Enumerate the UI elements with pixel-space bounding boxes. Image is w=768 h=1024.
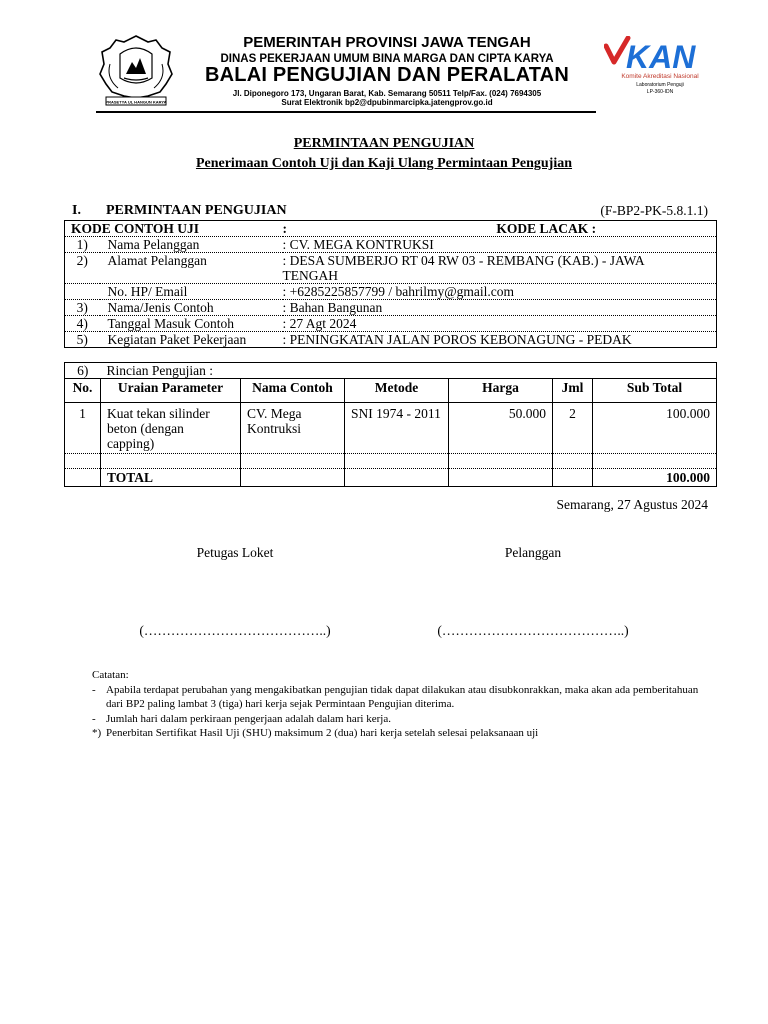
request-details-table — [64, 220, 717, 348]
rincian-number: 6) — [77, 363, 89, 378]
note-item — [92, 726, 702, 741]
total-value: 100.000 — [593, 469, 717, 487]
empty-row — [65, 454, 717, 469]
column-header: No. — [65, 379, 101, 403]
note-item — [92, 712, 702, 727]
emblem-motto: PRASETYA UL HANGUN KARYA — [105, 99, 167, 105]
request-row-number: 2) — [65, 253, 100, 284]
request-row-value: : Bahan Bangunan — [283, 300, 717, 316]
item-sample-name: CV. Mega Kontruksi — [241, 403, 345, 454]
letterhead-department: DINAS PEKERJAAN UMUM BINA MARGA DAN CIPTA KARYA — [220, 53, 554, 65]
provincial-emblem-logo — [96, 34, 176, 110]
request-row-number — [65, 284, 100, 300]
request-row — [65, 332, 717, 348]
total-row — [65, 469, 717, 487]
section-title: PERMINTAAN PENGUJIAN — [106, 203, 287, 218]
request-row-number: 4) — [65, 316, 100, 332]
note-bullet: - — [92, 683, 96, 696]
request-row-label: Tanggal Masuk Contoh — [100, 316, 283, 332]
kan-lab-number: LP-360-IDN — [646, 89, 674, 95]
kan-committee-name: Komite Akreditasi Nasional — [621, 73, 699, 80]
item-quantity: 2 — [553, 403, 593, 454]
request-row-number: 5) — [65, 332, 100, 348]
request-row — [65, 237, 717, 253]
kode-lacak-label: KODE LACAK : — [496, 221, 597, 236]
note-bullet: *) — [92, 727, 102, 739]
request-row — [65, 316, 717, 332]
column-header: Nama Contoh — [241, 379, 345, 403]
letterhead-divider — [96, 111, 596, 113]
item-price: 50.000 — [449, 403, 553, 454]
form-code: (F-BP2-PK-5.8.1.1) — [600, 203, 708, 218]
total-label: TOTAL — [101, 469, 241, 487]
request-row-label: Kegiatan Paket Pekerjaan — [100, 332, 283, 348]
letterhead-email: Surat Elektronik bp2@dpubinmarcipka.jatengprov.go.id — [281, 98, 493, 107]
kan-lab-type: Laboratorium Penguji — [636, 82, 684, 88]
request-row — [65, 284, 717, 300]
column-header: Jml — [553, 379, 593, 403]
note-text: Jumlah hari dalam perkiraan pengerjaan adalah dalam hari kerja. — [106, 712, 391, 725]
kode-contoh-label: KODE CONTOH UJI — [71, 221, 200, 236]
request-row-label: Nama Pelanggan — [100, 237, 283, 253]
kode-row-values — [283, 221, 717, 237]
note-text: Penerbitan Sertifikat Hasil Uji (SHU) maksimum 2 (dua) hari kerja setelah selesai pelaksanaan uji — [106, 727, 539, 739]
request-row-label: Alamat Pelanggan — [100, 253, 283, 284]
request-header-row — [65, 221, 717, 237]
notes-section — [92, 668, 702, 741]
test-details-table — [64, 362, 717, 487]
request-row — [65, 253, 717, 284]
item-method: SNI 1974 - 2011 — [345, 403, 449, 454]
document-subtitle: Penerimaan Contoh Uji dan Kaji Ulang Permintaan Pengujian — [195, 156, 573, 171]
customer-label: Pelanggan — [504, 545, 562, 560]
note-bullet: - — [92, 712, 96, 725]
column-header: Metode — [345, 379, 449, 403]
kan-logo-text: KAN — [626, 39, 696, 75]
item-parameter: Kuat tekan silinder beton (dengan capping) — [101, 403, 241, 454]
section-number: I. — [72, 203, 81, 218]
kode-contoh-separator: : — [282, 221, 287, 236]
notes-heading: Catatan: — [92, 669, 129, 681]
letterhead-institution: BALAI PENGUJIAN DAN PERALATAN — [205, 64, 569, 86]
request-row — [65, 300, 717, 316]
request-row-value: : +6285225857799 / bahrilmy@gmail.com — [283, 284, 717, 300]
note-text: Apabila terdapat perubahan yang mengakibatkan pengujian tidak dapat dilakukan atau disubkonrakkan, maka akan ada pemberitahuan dari BP2 paling lambat 3 (tiga) hari kerja sejak Permintaan Pengujian diterima. — [106, 683, 699, 710]
request-row-value: : CV. MEGA KONTRUKSI — [283, 237, 717, 253]
column-header: Harga — [449, 379, 553, 403]
counter-officer-label: Petugas Loket — [196, 545, 274, 560]
column-header: Uraian Parameter — [101, 379, 241, 403]
counter-officer-signature-line: (…………………………………..) — [139, 623, 331, 638]
place-date: Semarang, 27 Agustus 2024 — [556, 497, 708, 512]
letterhead-address: Jl. Diponegoro 173, Ungaran Barat, Kab. Semarang 50511 Telp/Fax. (024) 7694305 — [232, 89, 542, 98]
rincian-label: Rincian Pengujian : — [106, 363, 213, 378]
request-row-value: : DESA SUMBERJO RT 04 RW 03 - REMBANG (KAB.) - JAWA TENGAH — [283, 253, 717, 284]
request-row-number: 3) — [65, 300, 100, 316]
request-row-value: : PENINGKATAN JALAN POROS KEBONAGUNG - PEDAK — [283, 332, 717, 348]
request-row-value: : 27 Agt 2024 — [283, 316, 717, 332]
document-title: PERMINTAAN PENGUJIAN — [293, 136, 475, 151]
rincian-row — [65, 363, 717, 379]
customer-signature-line: (…………………………………..) — [437, 623, 629, 638]
request-row-number: 1) — [65, 237, 100, 253]
letterhead-province: PEMERINTAH PROVINSI JAWA TENGAH — [243, 34, 531, 51]
note-item — [92, 683, 702, 712]
request-row-label: Nama/Jenis Contoh — [100, 300, 283, 316]
test-header-row — [65, 379, 717, 403]
item-number: 1 — [65, 403, 101, 454]
item-subtotal: 100.000 — [593, 403, 717, 454]
test-item-row — [65, 403, 717, 454]
column-header: Sub Total — [593, 379, 717, 403]
request-row-label: No. HP/ Email — [100, 284, 283, 300]
